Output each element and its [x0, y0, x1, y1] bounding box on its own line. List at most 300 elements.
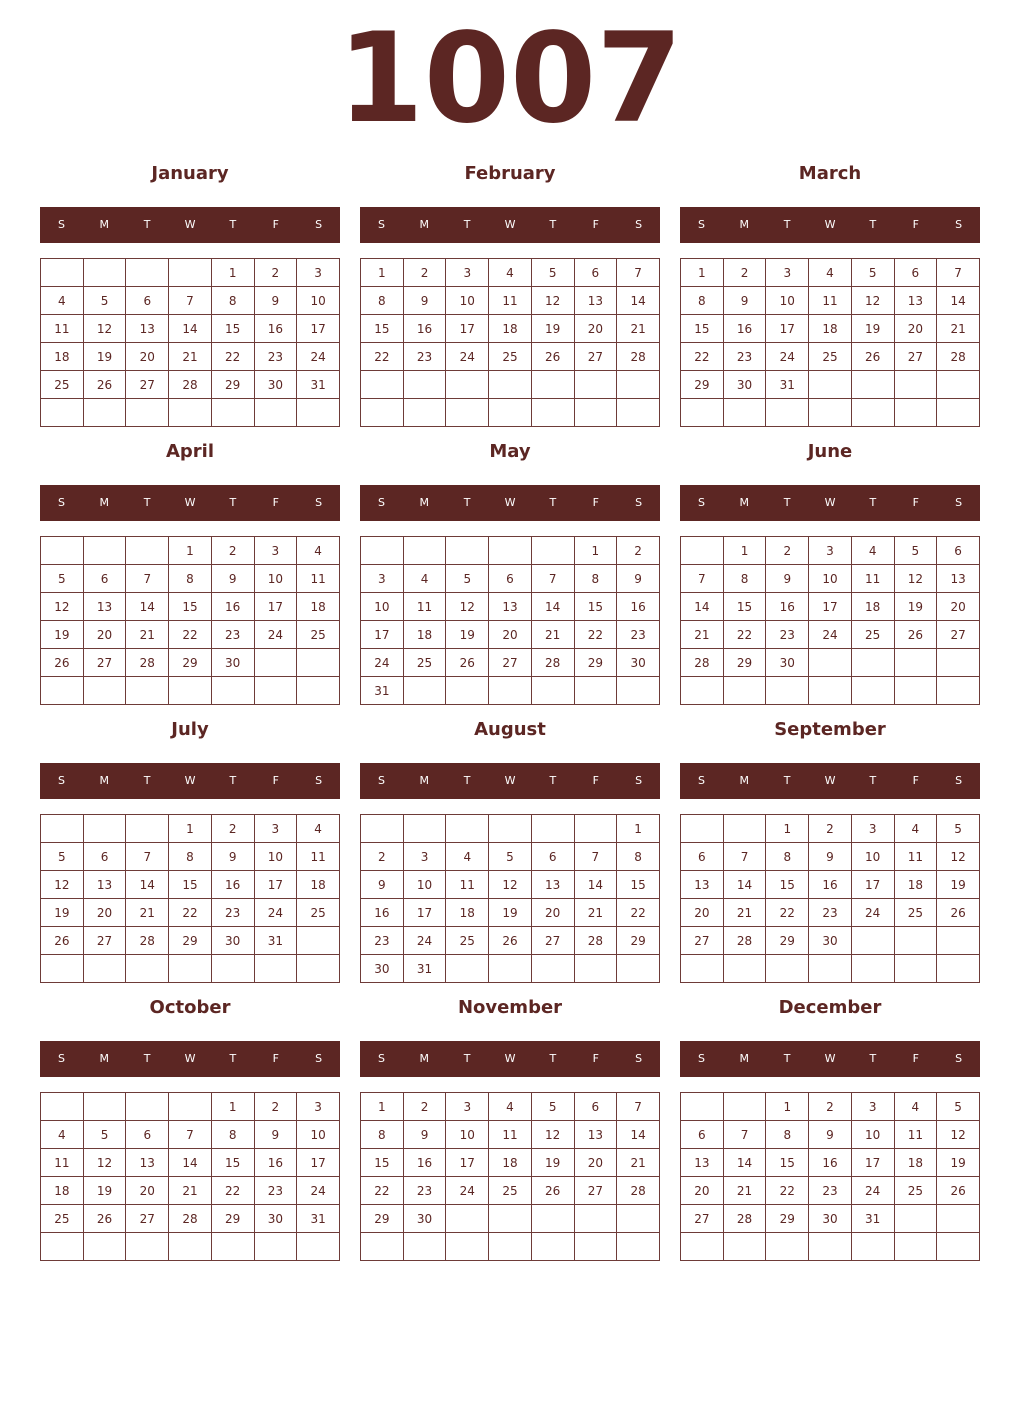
day-cell: 21 [126, 621, 169, 649]
day-cell: 18 [297, 593, 340, 621]
day-cell: 28 [723, 1205, 766, 1233]
empty-day-cell [681, 1093, 724, 1121]
week-row [361, 927, 660, 955]
day-cell: 26 [83, 1205, 126, 1233]
empty-day-cell [126, 1233, 169, 1261]
day-cell: 19 [937, 1149, 980, 1177]
day-cell: 19 [83, 343, 126, 371]
day-cell: 23 [403, 1177, 446, 1205]
day-cell: 9 [361, 871, 404, 899]
weekday-header [360, 207, 660, 243]
weekday-label: S [955, 774, 963, 787]
day-cell: 25 [894, 899, 937, 927]
day-cell: 12 [937, 1121, 980, 1149]
day-cell: 22 [766, 899, 809, 927]
day-cell: 9 [211, 565, 254, 593]
week-row [681, 343, 980, 371]
day-cell: 25 [403, 649, 446, 677]
day-cell: 10 [403, 871, 446, 899]
day-cell: 10 [254, 843, 297, 871]
day-cell: 16 [211, 871, 254, 899]
day-cell: 10 [297, 287, 340, 315]
empty-day-cell [489, 1205, 532, 1233]
empty-day-cell [126, 677, 169, 705]
weekday-label: T [143, 1052, 151, 1065]
day-cell: 7 [126, 843, 169, 871]
day-cell: 2 [766, 537, 809, 565]
weekday-label: S [377, 774, 385, 787]
day-cell: 13 [681, 871, 724, 899]
empty-day-cell [851, 399, 894, 427]
day-cell: 24 [766, 343, 809, 371]
week-row [41, 815, 340, 843]
month-name: January [151, 163, 229, 184]
day-cell: 13 [126, 315, 169, 343]
day-cell: 30 [403, 1205, 446, 1233]
day-grid [40, 814, 340, 983]
day-cell: 3 [851, 815, 894, 843]
week-row [361, 287, 660, 315]
day-cell: 13 [531, 871, 574, 899]
day-cell: 3 [446, 1093, 489, 1121]
weekday-label: T [549, 218, 557, 231]
day-grid [680, 1092, 980, 1261]
empty-day-cell [809, 955, 852, 983]
day-cell: 20 [574, 1149, 617, 1177]
day-cell: 17 [254, 593, 297, 621]
day-cell: 30 [254, 371, 297, 399]
day-grid [40, 536, 340, 705]
empty-day-cell [41, 1233, 84, 1261]
day-cell: 22 [681, 343, 724, 371]
day-cell: 15 [617, 871, 660, 899]
day-cell: 30 [617, 649, 660, 677]
day-cell: 20 [937, 593, 980, 621]
day-cell: 2 [254, 1093, 297, 1121]
weekday-label: S [635, 1052, 643, 1065]
day-cell: 10 [851, 1121, 894, 1149]
day-grid [360, 258, 660, 427]
day-cell: 15 [361, 315, 404, 343]
day-cell: 18 [41, 1177, 84, 1205]
weekday-label: T [143, 496, 151, 509]
weekday-label: T [549, 1052, 557, 1065]
empty-day-cell [169, 1093, 212, 1121]
weekday-header [360, 763, 660, 799]
day-cell: 11 [446, 871, 489, 899]
weekday-label: F [272, 218, 279, 231]
day-cell: 20 [681, 1177, 724, 1205]
week-row [361, 371, 660, 399]
day-cell: 14 [169, 1149, 212, 1177]
day-cell: 2 [617, 537, 660, 565]
weekday-label: F [592, 1052, 599, 1065]
day-cell: 20 [126, 1177, 169, 1205]
day-cell: 22 [169, 899, 212, 927]
day-cell: 6 [126, 1121, 169, 1149]
day-cell: 21 [531, 621, 574, 649]
week-row [681, 927, 980, 955]
day-cell: 26 [937, 1177, 980, 1205]
day-cell: 2 [403, 1093, 446, 1121]
empty-day-cell [766, 955, 809, 983]
day-cell: 29 [681, 371, 724, 399]
empty-day-cell [361, 371, 404, 399]
day-cell: 6 [681, 1121, 724, 1149]
day-cell: 3 [446, 259, 489, 287]
week-row [41, 871, 340, 899]
day-cell: 7 [723, 843, 766, 871]
day-cell: 26 [937, 899, 980, 927]
week-row [681, 593, 980, 621]
week-row [41, 371, 340, 399]
weekday-label: S [315, 774, 323, 787]
year-title: 1007 [337, 7, 683, 151]
week-row [361, 1233, 660, 1261]
week-row [361, 315, 660, 343]
day-cell: 18 [297, 871, 340, 899]
day-cell: 20 [489, 621, 532, 649]
week-row [41, 1121, 340, 1149]
day-cell: 17 [446, 1149, 489, 1177]
day-cell: 17 [403, 899, 446, 927]
empty-day-cell [617, 1233, 660, 1261]
day-cell: 27 [681, 927, 724, 955]
day-cell: 21 [574, 899, 617, 927]
weekday-label: T [229, 496, 237, 509]
weekday-label: T [463, 218, 471, 231]
day-cell: 8 [361, 1121, 404, 1149]
day-cell: 24 [297, 343, 340, 371]
month-name: October [149, 997, 231, 1018]
day-cell: 12 [851, 287, 894, 315]
weekday-label: M [739, 496, 750, 509]
week-row [681, 815, 980, 843]
month-name: March [798, 163, 862, 184]
weekday-label: S [635, 496, 643, 509]
weekday-label: T [869, 774, 877, 787]
day-cell: 27 [126, 371, 169, 399]
day-cell: 25 [41, 1205, 84, 1233]
empty-day-cell [403, 677, 446, 705]
weekday-label: W [184, 218, 196, 231]
empty-day-cell [446, 399, 489, 427]
day-cell: 9 [809, 843, 852, 871]
day-cell: 7 [617, 259, 660, 287]
empty-day-cell [531, 815, 574, 843]
day-cell: 16 [766, 593, 809, 621]
day-cell: 15 [766, 1149, 809, 1177]
day-cell: 24 [403, 927, 446, 955]
day-cell: 23 [766, 621, 809, 649]
day-cell: 3 [766, 259, 809, 287]
empty-day-cell [41, 259, 84, 287]
day-cell: 17 [297, 1149, 340, 1177]
empty-day-cell [766, 677, 809, 705]
weekday-label: W [184, 1052, 196, 1065]
day-cell: 5 [489, 843, 532, 871]
empty-day-cell [681, 1233, 724, 1261]
day-cell: 11 [297, 565, 340, 593]
day-cell: 22 [617, 899, 660, 927]
day-cell: 10 [446, 287, 489, 315]
empty-day-cell [254, 955, 297, 983]
empty-day-cell [937, 649, 980, 677]
day-cell: 3 [297, 1093, 340, 1121]
day-cell: 5 [446, 565, 489, 593]
day-cell: 6 [489, 565, 532, 593]
empty-day-cell [297, 649, 340, 677]
week-row [361, 955, 660, 983]
day-cell: 25 [851, 621, 894, 649]
empty-day-cell [531, 1233, 574, 1261]
empty-day-cell [894, 955, 937, 983]
day-cell: 10 [809, 565, 852, 593]
weekday-label: S [315, 496, 323, 509]
day-cell: 14 [126, 871, 169, 899]
week-row [681, 399, 980, 427]
day-cell: 21 [723, 1177, 766, 1205]
weekday-label: S [57, 218, 65, 231]
day-cell: 1 [723, 537, 766, 565]
week-row [361, 1205, 660, 1233]
day-cell: 7 [937, 259, 980, 287]
day-cell: 4 [809, 259, 852, 287]
day-cell: 10 [766, 287, 809, 315]
day-cell: 10 [254, 565, 297, 593]
empty-day-cell [574, 371, 617, 399]
month-name: September [774, 719, 886, 740]
empty-day-cell [403, 1233, 446, 1261]
day-cell: 5 [531, 259, 574, 287]
weekday-label: W [184, 774, 196, 787]
weekday-label: T [869, 218, 877, 231]
weekday-label: M [419, 496, 430, 509]
week-row [41, 537, 340, 565]
day-cell: 24 [446, 1177, 489, 1205]
empty-day-cell [894, 399, 937, 427]
week-row [681, 955, 980, 983]
day-cell: 13 [574, 287, 617, 315]
day-cell: 7 [681, 565, 724, 593]
weekday-label: S [377, 496, 385, 509]
day-cell: 4 [297, 815, 340, 843]
day-cell: 4 [41, 287, 84, 315]
day-cell: 22 [169, 621, 212, 649]
weekday-label: T [143, 218, 151, 231]
empty-day-cell [574, 677, 617, 705]
day-cell: 14 [937, 287, 980, 315]
empty-day-cell [446, 1233, 489, 1261]
weekday-header [360, 485, 660, 521]
day-cell: 19 [531, 315, 574, 343]
week-row [41, 843, 340, 871]
month-name: December [778, 997, 882, 1018]
day-cell: 8 [211, 1121, 254, 1149]
day-cell: 7 [169, 1121, 212, 1149]
empty-day-cell [489, 371, 532, 399]
weekday-label: S [697, 496, 705, 509]
day-cell: 19 [894, 593, 937, 621]
day-cell: 30 [723, 371, 766, 399]
day-cell: 1 [211, 259, 254, 287]
empty-day-cell [83, 677, 126, 705]
day-cell: 11 [403, 593, 446, 621]
empty-day-cell [531, 1205, 574, 1233]
day-cell: 30 [211, 649, 254, 677]
weekday-label: S [315, 1052, 323, 1065]
day-cell: 20 [681, 899, 724, 927]
day-cell: 27 [531, 927, 574, 955]
day-cell: 11 [489, 1121, 532, 1149]
day-cell: 10 [851, 843, 894, 871]
empty-day-cell [169, 1233, 212, 1261]
day-cell: 24 [851, 1177, 894, 1205]
day-cell: 28 [723, 927, 766, 955]
day-cell: 27 [83, 649, 126, 677]
day-cell: 27 [894, 343, 937, 371]
day-cell: 18 [446, 899, 489, 927]
day-cell: 18 [489, 315, 532, 343]
empty-day-cell [894, 927, 937, 955]
empty-day-cell [41, 955, 84, 983]
day-cell: 26 [531, 343, 574, 371]
empty-day-cell [446, 677, 489, 705]
weekday-label: S [635, 774, 643, 787]
empty-day-cell [937, 955, 980, 983]
day-cell: 28 [574, 927, 617, 955]
weekday-label: M [99, 774, 110, 787]
empty-day-cell [41, 399, 84, 427]
day-cell: 8 [574, 565, 617, 593]
week-row [41, 315, 340, 343]
weekday-label: S [377, 218, 385, 231]
day-cell: 27 [681, 1205, 724, 1233]
day-cell: 12 [489, 871, 532, 899]
week-row [361, 1121, 660, 1149]
day-cell: 2 [723, 259, 766, 287]
day-grid [360, 536, 660, 705]
day-cell: 31 [766, 371, 809, 399]
week-row [681, 871, 980, 899]
empty-day-cell [211, 677, 254, 705]
empty-day-cell [723, 1093, 766, 1121]
day-cell: 25 [297, 621, 340, 649]
day-cell: 28 [617, 343, 660, 371]
week-row [361, 399, 660, 427]
weekday-label: T [783, 496, 791, 509]
day-cell: 30 [361, 955, 404, 983]
day-cell: 19 [489, 899, 532, 927]
day-cell: 30 [211, 927, 254, 955]
month-name: July [171, 719, 209, 740]
day-cell: 17 [254, 871, 297, 899]
month-name: April [165, 441, 215, 462]
empty-day-cell [83, 537, 126, 565]
day-cell: 20 [83, 621, 126, 649]
day-cell: 1 [169, 815, 212, 843]
day-cell: 29 [211, 371, 254, 399]
week-row [361, 565, 660, 593]
weekday-label: F [272, 1052, 279, 1065]
weekday-header [40, 763, 340, 799]
empty-day-cell [723, 1233, 766, 1261]
day-cell: 11 [851, 565, 894, 593]
day-cell: 12 [41, 593, 84, 621]
day-cell: 3 [851, 1093, 894, 1121]
day-cell: 12 [894, 565, 937, 593]
empty-day-cell [937, 677, 980, 705]
day-grid [680, 536, 980, 705]
weekday-label: M [99, 496, 110, 509]
day-cell: 17 [446, 315, 489, 343]
empty-day-cell [617, 955, 660, 983]
day-cell: 27 [574, 1177, 617, 1205]
weekday-label: T [143, 774, 151, 787]
day-cell: 5 [894, 537, 937, 565]
day-cell: 17 [851, 1149, 894, 1177]
day-cell: 15 [169, 871, 212, 899]
empty-day-cell [446, 537, 489, 565]
day-cell: 14 [681, 593, 724, 621]
weekday-header [680, 1041, 980, 1077]
day-cell: 31 [297, 371, 340, 399]
week-row [41, 899, 340, 927]
empty-day-cell [894, 1233, 937, 1261]
weekday-label: S [377, 1052, 385, 1065]
week-row [361, 815, 660, 843]
day-cell: 9 [254, 1121, 297, 1149]
day-cell: 24 [809, 621, 852, 649]
empty-day-cell [126, 1093, 169, 1121]
empty-day-cell [681, 537, 724, 565]
day-cell: 23 [211, 899, 254, 927]
day-cell: 23 [254, 1177, 297, 1205]
empty-day-cell [41, 1093, 84, 1121]
day-cell: 13 [83, 593, 126, 621]
empty-day-cell [403, 371, 446, 399]
day-cell: 17 [297, 315, 340, 343]
day-cell: 16 [211, 593, 254, 621]
day-cell: 27 [574, 343, 617, 371]
empty-day-cell [169, 955, 212, 983]
day-cell: 29 [211, 1205, 254, 1233]
day-cell: 16 [809, 1149, 852, 1177]
weekday-label: T [549, 774, 557, 787]
week-row [681, 315, 980, 343]
day-cell: 10 [446, 1121, 489, 1149]
empty-day-cell [254, 649, 297, 677]
empty-day-cell [809, 371, 852, 399]
day-cell: 5 [531, 1093, 574, 1121]
day-cell: 8 [169, 565, 212, 593]
week-row [681, 371, 980, 399]
empty-day-cell [126, 399, 169, 427]
day-cell: 21 [723, 899, 766, 927]
empty-day-cell [851, 649, 894, 677]
day-cell: 8 [766, 843, 809, 871]
week-row [681, 649, 980, 677]
day-cell: 19 [446, 621, 489, 649]
week-row [361, 1149, 660, 1177]
day-cell: 31 [851, 1205, 894, 1233]
weekday-label: M [739, 218, 750, 231]
day-cell: 20 [126, 343, 169, 371]
day-cell: 21 [169, 1177, 212, 1205]
day-cell: 22 [211, 1177, 254, 1205]
empty-day-cell [937, 1233, 980, 1261]
empty-day-cell [126, 815, 169, 843]
